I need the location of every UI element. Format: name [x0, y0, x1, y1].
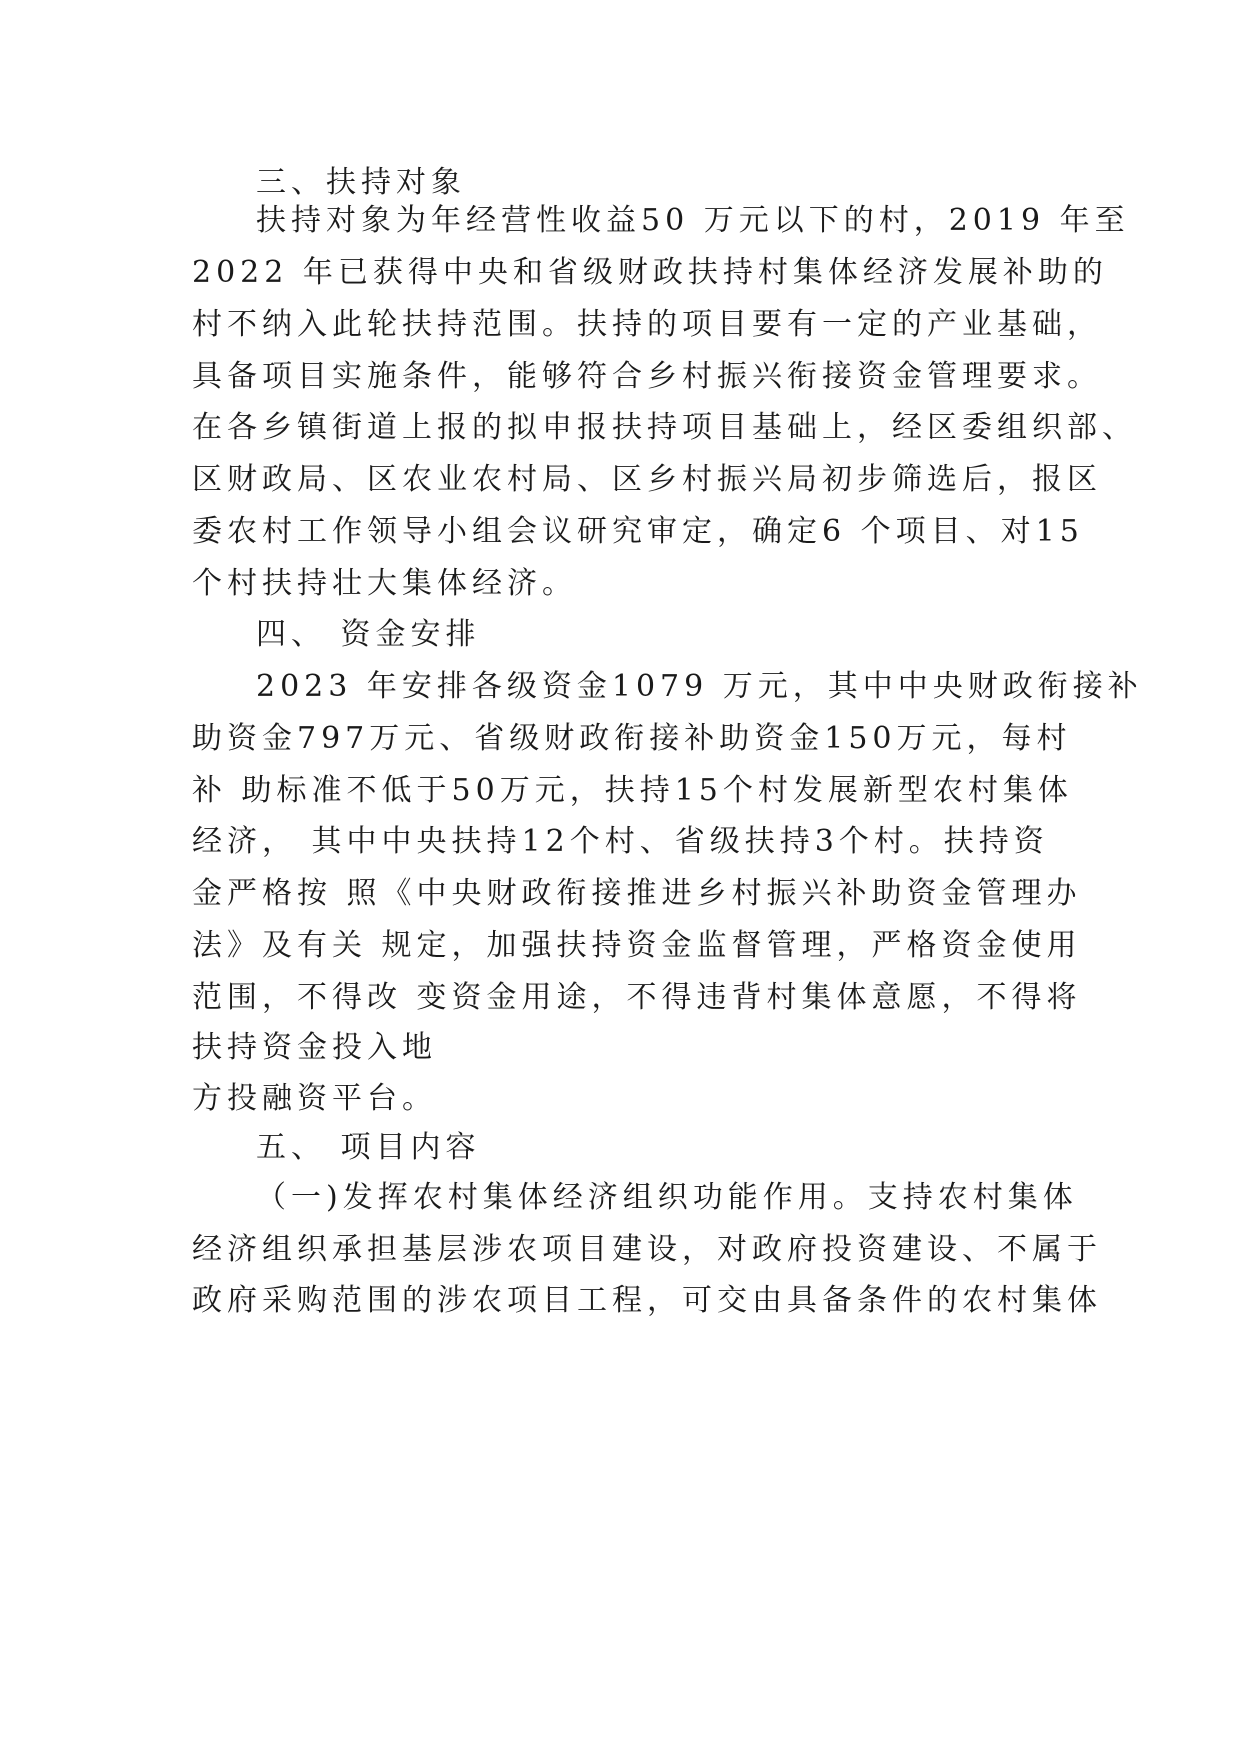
paragraph-line: 2023 年安排各级资金1079 万元，其中中央财政衔接补 [256, 669, 1143, 704]
paragraph-line: 扶持资金投入地 [192, 1030, 437, 1065]
paragraph-line: 方投融资平台。 [192, 1081, 437, 1116]
paragraph-line: 经济， 其中中央扶持12个村、省级扶持3个村。扶持资 [192, 824, 1049, 859]
paragraph-line: 个村扶持壮大集体经济。 [192, 566, 577, 601]
paragraph-line: 范围，不得改 变资金用途，不得违背村集体意愿，不得将 [192, 980, 1082, 1015]
paragraph-line: 2022 年已获得中央和省级财政扶持村集体经济发展补助的 [192, 255, 1108, 290]
paragraph-line: （一)发挥农村集体经济组织功能作用。支持农村集体 [256, 1180, 1078, 1215]
paragraph-line: 具备项目实施条件，能够符合乡村振兴衔接资金管理要求。 [192, 359, 1102, 394]
section-heading-4: 四、 资金安排 [256, 617, 481, 652]
paragraph-line: 扶持对象为年经营性收益50 万元以下的村，2019 年至 [256, 203, 1130, 238]
paragraph-line: 金严格按 照《中央财政衔接推进乡村振兴补助资金管理办 [192, 876, 1082, 911]
paragraph-line: 助资金797万元、省级财政衔接补助资金150万元，每村 [192, 721, 1072, 756]
paragraph-line: 政府采购范围的涉农项目工程，可交由具备条件的农村集体 [192, 1283, 1102, 1318]
paragraph-line: 委农村工作领导小组会议研究审定，确定6 个项目、对15 [192, 514, 1084, 549]
paragraph-line: 补 助标准不低于50万元，扶持15个村发展新型农村集体 [192, 773, 1073, 808]
paragraph-line: 在各乡镇街道上报的拟申报扶持项目基础上，经区委组织部、 [192, 410, 1137, 445]
paragraph-line: 村不纳入此轮扶持范围。扶持的项目要有一定的产业基础， [192, 307, 1102, 342]
paragraph-line: 区财政局、区农业农村局、区乡村振兴局初步筛选后，报区 [192, 462, 1102, 497]
section-heading-3: 三、扶持对象 [256, 165, 466, 200]
paragraph-line: 经济组织承担基层涉农项目建设，对政府投资建设、不属于 [192, 1232, 1102, 1267]
section-heading-5: 五、 项目内容 [256, 1130, 481, 1165]
paragraph-line: 法》及有关 规定，加强扶持资金监督管理，严格资金使用 [192, 928, 1082, 963]
